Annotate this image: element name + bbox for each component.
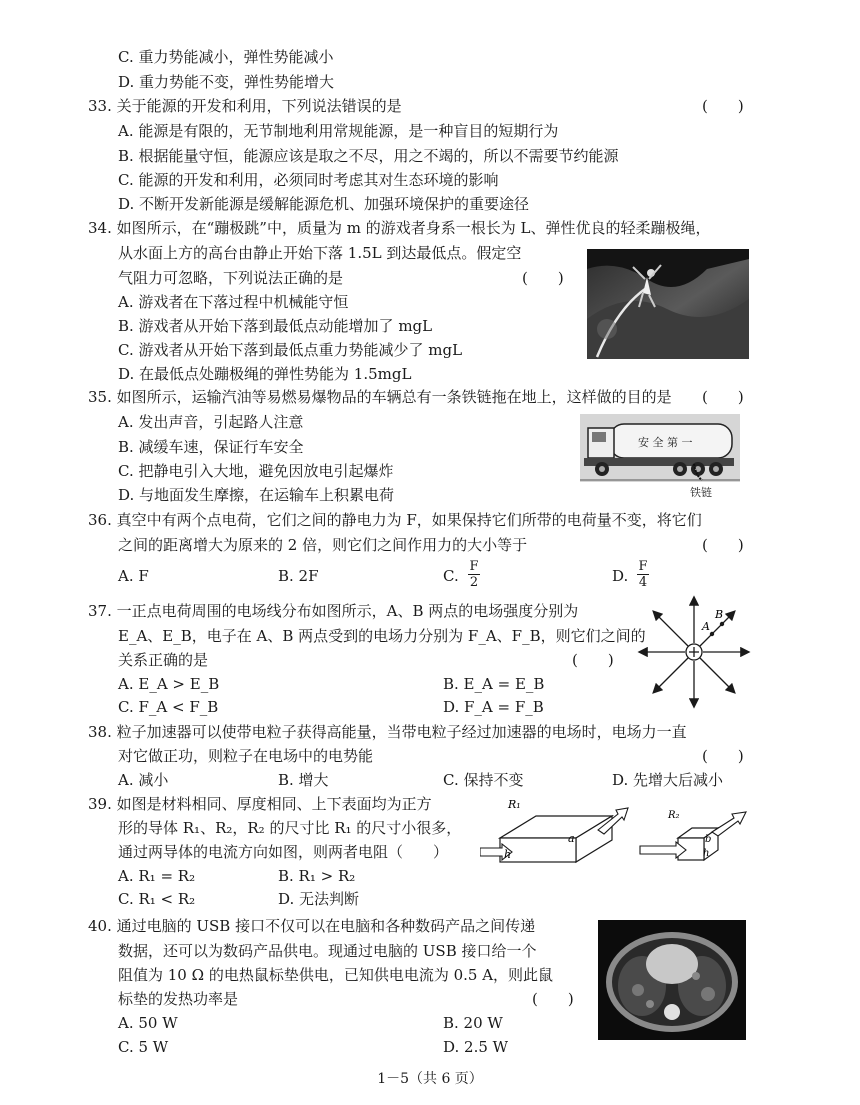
r2-label: R₂: [668, 810, 680, 821]
q35-option-c: C. 把静电引入大地，避免因放电引起爆炸: [118, 462, 394, 480]
q36-option-c-label: C.: [443, 567, 459, 585]
q33-option-d: D. 不断开发新能源是缓解能源危机、加强环境保护的重要途径: [118, 195, 530, 213]
q35-stem: 35. 如图所示，运输汽油等易燃易爆物品的车辆总有一条铁链拖在地上，这样做的目的是: [88, 388, 672, 406]
q34-option-a: A. 游戏者在下落过程中机械能守恒: [118, 293, 349, 311]
q39-option-b: B. R₁ > R₂: [278, 867, 356, 885]
q35-answer-paren: ( ): [702, 388, 744, 406]
q38-stem-2: 对它做正功，则粒子在电场中的电势能: [118, 747, 374, 765]
r1-label: R₁: [508, 798, 521, 811]
q38-option-c: C. 保持不变: [443, 771, 524, 789]
q39-stem-2: 形的导体 R₁、R₂，R₂ 的尺寸比 R₁ 的尺寸小很多，: [118, 819, 462, 837]
q33-stem: 33. 关于能源的开发和利用，下列说法错误的是: [88, 97, 402, 115]
q36-c-numerator: F: [469, 559, 479, 574]
q37-stem-2: E_A、E_B，电子在 A、B 两点受到的电场力分别为 F_A、F_B，则它们之间的: [118, 627, 646, 645]
ct-scan-image: [598, 920, 746, 1040]
q37-option-c: C. F_A < F_B: [118, 698, 219, 716]
q36-option-d-fraction: [637, 559, 649, 590]
q35-option-d: D. 与地面发生摩擦，在运输车上积累电荷: [118, 486, 395, 504]
q38-option-a: A. 减小: [118, 771, 169, 789]
tanker-truck-figure: [580, 414, 740, 500]
q39-option-d: D. 无法判断: [278, 890, 360, 908]
q37-stem-1: 37. 一正点电荷周围的电场线分布如图所示，A、B 两点的电场强度分别为: [88, 602, 579, 620]
dim-h1-label: h: [504, 848, 512, 861]
q39-stem-3: 通过两导体的电流方向如图，则两者电阻（ ）: [118, 843, 449, 861]
q36-option-c-fraction: [468, 559, 480, 590]
q40-option-b: B. 20 W: [443, 1014, 503, 1032]
q36-d-denominator: 4: [638, 575, 648, 590]
q39-stem-1: 39. 如图是材料相同、厚度相同、上下表面均为正方: [88, 795, 432, 813]
q36-d-numerator: F: [638, 559, 648, 574]
q35-option-a: A. 发出声音，引起路人注意: [118, 413, 304, 431]
electric-field-lines-figure: [636, 594, 752, 710]
q39-option-c: C. R₁ < R₂: [118, 890, 196, 908]
q34-stem-2: 从水面上方的高台由静止开始下落 1.5L 到达最低点。假定空: [118, 244, 522, 262]
q35-option-b: B. 减缓车速，保证行车安全: [118, 438, 304, 456]
q33-option-c: C. 能源的开发和利用，必须同时考虑其对生态环境的影响: [118, 171, 499, 189]
q33-option-a: A. 能源是有限的，无节制地利用常规能源，是一种盲目的短期行为: [118, 122, 559, 140]
q36-stem-2: 之间的距离增大为原来的 2 倍，则它们之间作用力的大小等于: [118, 536, 528, 554]
dim-h2-label: h: [703, 848, 710, 859]
q32-option-d: D. 重力势能不变，弹性势能增大: [118, 73, 335, 91]
chain-label: 铁链: [690, 486, 712, 499]
q40-stem-3: 阻值为 10 Ω 的电热鼠标垫供电，已知供电电流为 0.5 A，则此鼠: [118, 966, 554, 984]
q37-answer-paren: ( ): [572, 651, 614, 669]
q34-stem-3: 气阻力可忽略，下列说法正确的是: [118, 269, 344, 287]
page-number: 1－5（共 6 页）: [377, 1071, 483, 1087]
q37-stem-3: 关系正确的是: [118, 651, 209, 669]
truck-sign-text: 安 全 第 一: [638, 436, 693, 449]
q40-answer-paren: ( ): [532, 990, 574, 1008]
q40-option-d: D. 2.5 W: [443, 1038, 509, 1056]
q37-option-d: D. F_A = F_B: [443, 698, 544, 716]
q34-stem-1: 34. 如图所示，在“蹦极跳”中，质量为 m 的游戏者身系一根长为 L、弹性优良的轻柔蹦极绳，: [88, 219, 711, 237]
dim-a-label: a: [568, 832, 575, 845]
q40-stem-2: 数据，还可以为数码产品供电。现通过电脑的 USB 接口给一个: [118, 942, 537, 960]
q36-option-b: B. 2F: [278, 567, 319, 585]
q34-option-d: D. 在最低点处蹦极绳的弹性势能为 1.5mgL: [118, 365, 412, 383]
q36-answer-paren: ( ): [702, 536, 744, 554]
q33-answer-paren: ( ): [702, 97, 744, 115]
q33-option-b: B. 根据能量守恒，能源应该是取之不尽，用之不竭的，所以不需要节约能源: [118, 147, 619, 165]
q36-c-denominator: 2: [469, 575, 479, 590]
q34-answer-paren: ( ): [522, 269, 564, 287]
q36-stem-1: 36. 真空中有两个点电荷，它们之间的静电力为 F，如果保持它们所带的电荷量不变，将它们: [88, 511, 702, 529]
q32-option-c: C. 重力势能减小，弹性势能减小: [118, 48, 334, 66]
q37-option-b: B. E_A = E_B: [443, 675, 545, 693]
point-a-label: A: [702, 620, 710, 633]
dim-b-label: b: [705, 834, 712, 845]
q40-option-a: A. 50 W: [118, 1014, 178, 1032]
conductors-figure: [480, 796, 752, 872]
q37-option-a: A. E_A > E_B: [118, 675, 220, 693]
q40-option-c: C. 5 W: [118, 1038, 169, 1056]
q40-stem-4: 标垫的发热功率是: [118, 990, 239, 1008]
q38-answer-paren: ( ): [702, 747, 744, 765]
bungee-photo: [587, 249, 749, 359]
q36-option-a: A. F: [118, 567, 149, 585]
q34-option-b: B. 游戏者从开始下落到最低点动能增加了 mgL: [118, 317, 433, 335]
q38-option-b: B. 增大: [278, 771, 329, 789]
q38-stem-1: 38. 粒子加速器可以使带电粒子获得高能量，当带电粒子经过加速器的电场时，电场力一直: [88, 723, 687, 741]
q36-option-d-label: D.: [612, 567, 629, 585]
point-b-label: B: [715, 608, 724, 621]
q34-option-c: C. 游戏者从开始下落到最低点重力势能减少了 mgL: [118, 341, 463, 359]
q40-stem-1: 40. 通过电脑的 USB 接口不仅可以在电脑和各种数码产品之间传递: [88, 917, 536, 935]
q39-option-a: A. R₁ = R₂: [118, 867, 196, 885]
q38-option-d: D. 先增大后减小: [612, 771, 724, 789]
